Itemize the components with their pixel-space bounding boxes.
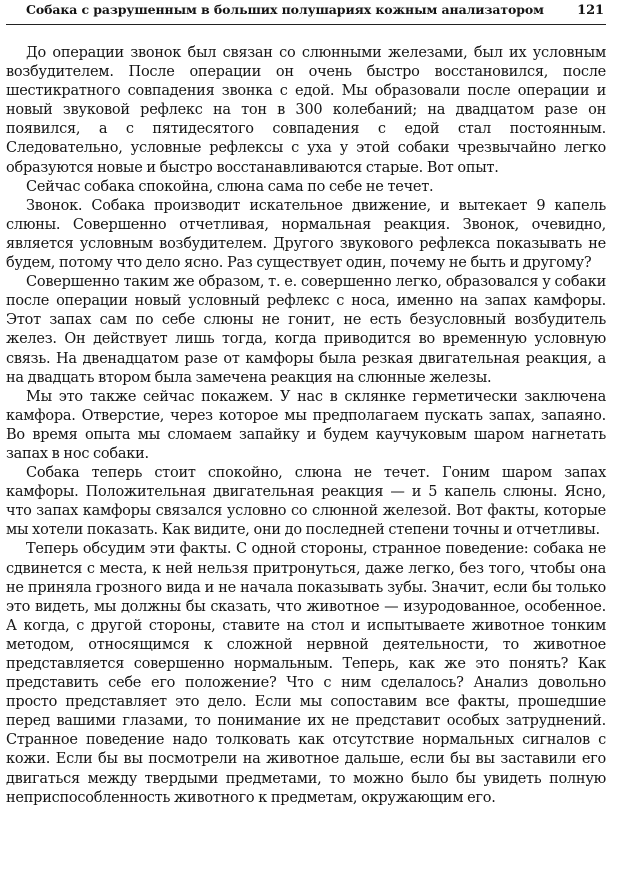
- paragraph: До операции звонок был связан со слюнными железами, был их условным возбудителем. После операции он очень быстро восстановился, после шестикратного совпадения звонка с едой. Мы образовали после операции и новый звуковой рефлекс на тон в 300 колебаний; на двадцатом разе он появился, а с пятидесятого совпадения с едой стал постоянным. Следовательно, условные рефлексы с уха у этой собаки чрезвычайно легко образуются новые и быстро восстанавливаются старые. Вот опыт.: [6, 45, 606, 176]
- paragraph: Сейчас собака спокойна, слюна сама по себе не течет.: [26, 178, 434, 195]
- running-title: Собака с разрушенным в больших полушариях кожным анализатором: [26, 2, 544, 17]
- running-header: [6, 0, 606, 25]
- paragraph: Мы это также сейчас покажем. У нас в склянке герметически заключена камфора. Отверстие, через которое мы предполагаем пускать запах, запаяно. Во время опыта мы сломаем запайку и будем каучуковым шаром нагнетать запах в нос собаки.: [6, 388, 606, 462]
- page-number: 121: [577, 3, 604, 18]
- paragraph: Звонок. Собака производит искательное движение, и вытекает 9 капель слюны. Совершенно отчетливая, нормальная реакция. Звонок, очевидно, является условным возбудителем. Другого звукового рефлекса показывать не будем, потому что дело ясно. Раз существует один, почему не быть и другому?: [6, 197, 606, 272]
- paragraph: Совершенно таким же образом, т. е. совершенно легко, образовался у собаки после операции новый условный рефлекс с носа, именно на запах камфоры. Этот запах сам по себе слюны не гонит, не есть безусловный возбудитель желез. Он действует лишь тогда, когда приводится во временную условную связь. На двенадцатом разе от камфоры была резкая двигательная реакция, а на двадцать втором была замечена реакция на слюнные железы.: [6, 274, 606, 386]
- paragraph: Теперь обсудим эти факты. С одной стороны, странное поведение: собака не сдвинется с места, к ней нельзя притронуться, даже легко, без того, чтобы она не приняла грозного вида и не начала показывать зубы. Значит, если бы только это видеть, мы должны бы сказать, что животное — изуродованное, особенное. А когда, с другой стороны, ставите на стол и испытываете животное тонким методом, относящимся к сложной нервной деятельности, то животное представляется совершенно нормальным. Теперь, как же это понять? Как представить себе его положение? Что с ним сделалось? Анализ довольно просто представляет это дело. Если мы сопоставим все факты, прошедшие перед вашими глазами, то понимание их не представит особых затруднений. Странное поведение надо толковать как отсутствие нормальных сигналов с кожи. Если бы вы посмотрели на животное дальше, если бы вы заставили его двигаться между твердыми предметами, то можно было бы увидеть полную неприспособленность животного к предметам, окружающим его.: [6, 541, 606, 806]
- paragraph: Собака теперь стоит спокойно, слюна не течет. Гоним шаром запах камфоры. Положительная двигательная реакция — и 5 капель слюны. Ясно, что запах камфоры связался условно со слюнной железой. Вот факты, которые мы хотели показать. Как видите, они до последней степени точны и отчетливы.: [6, 465, 606, 539]
- body-text: [6, 25, 606, 808]
